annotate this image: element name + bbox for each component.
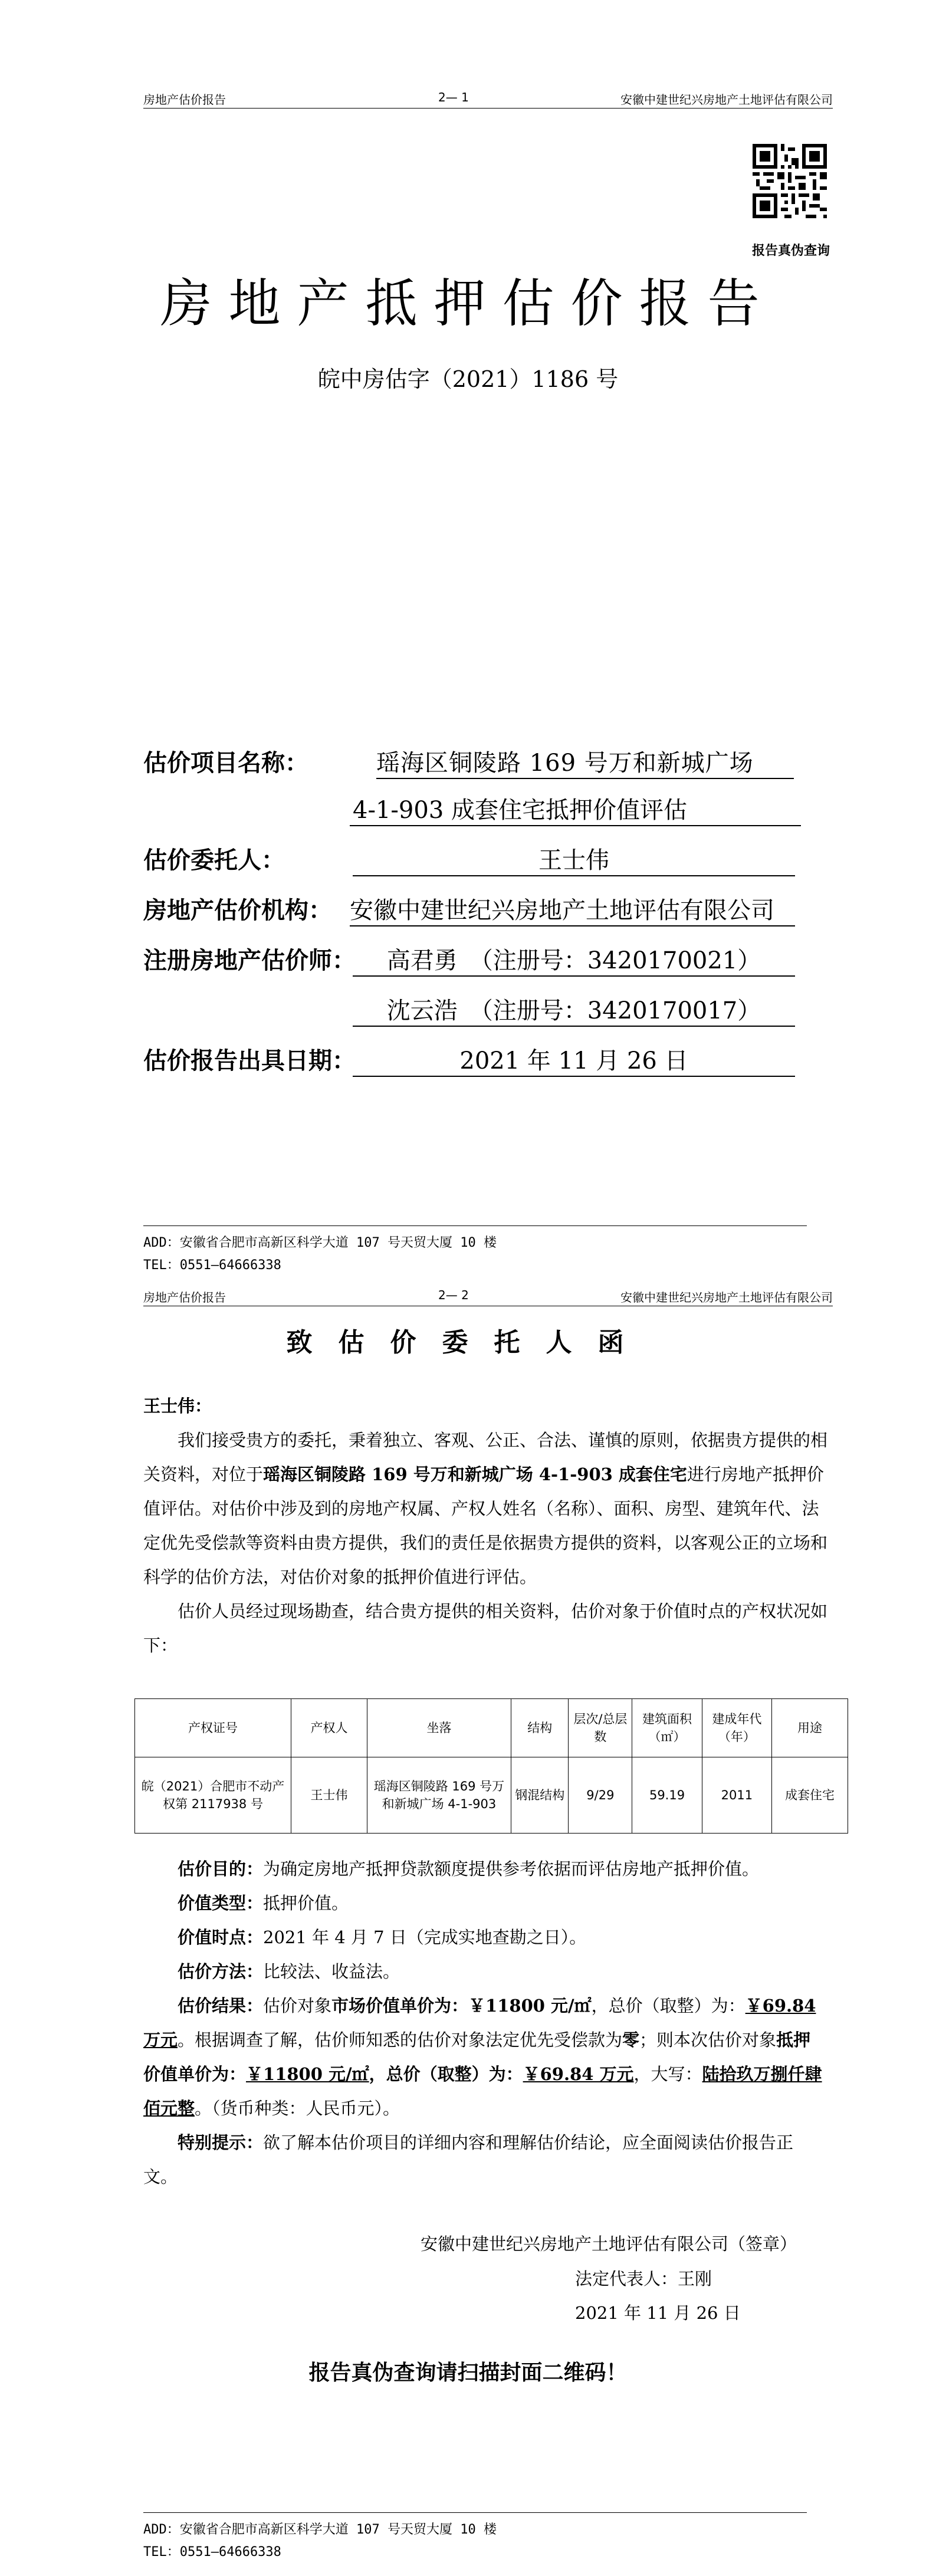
table-header-row <box>135 1699 848 1757</box>
salutation: 王士伟： <box>143 1396 212 1416</box>
table-header: 层次/总层数 <box>569 1699 632 1757</box>
table-header: 坐落 <box>367 1699 511 1757</box>
table-cell: 9/29 <box>569 1757 632 1834</box>
table-cell: 2011 <box>702 1757 771 1834</box>
signature-company: 安徽中建世纪兴房地产土地评估有限公司（签章） <box>421 2234 797 2254</box>
field-label-issue-date: 估价报告出具日期： <box>143 1047 356 1075</box>
document-number: 皖中房估字（2021）1186 号 <box>317 366 619 392</box>
result-paragraph: 估价结果：估价对象市场价值单价为：￥11800 元/㎡，总价（取整）为：￥69.84 万元。根据调查了解，估价师知悉的估价对象法定优先受偿款为零；则本次估价对象抵押价值单价为：￥11800 元/㎡，总价（取整）为：￥69.84 万元，大写：陆拾玖万捌仟肆佰元整。（货币种类：人民币元）。 <box>143 1996 822 2118</box>
field-value-agency: 安徽中建世纪兴房地产土地评估有限公司 <box>350 892 795 926</box>
table-header: 用途 <box>772 1699 848 1757</box>
table-row <box>135 1757 848 1834</box>
header-page-number: 2— 1 <box>438 90 469 104</box>
field-label-appraisers: 注册房地产估价师： <box>143 947 356 974</box>
value-date-line: 价值时点：2021 年 4 月 7 日（完成实地查勘之日）。 <box>178 1927 587 1947</box>
footer-tel: TEL：0551—64666338 <box>143 2545 281 2559</box>
table-cell: 皖（2021）合肥市不动产权第 2117938 号 <box>135 1757 291 1834</box>
paragraph-intro: 我们接受贵方的委托，秉着独立、客观、公正、合法、谨慎的原则，依据贵方提供的相关资料，对位于瑶海区铜陵路 169 号万和新城广场 4-1-903 成套住宅进行房地产抵押价值评估。对估价中涉及到的房地产权属、产权人姓名（名称）、面积、房型、建筑年代、法定优先受偿款等资料由贵方提供，我们的责任是依据贵方提供的资料，以客观公正的立场和科学的估价方法，对估价对象的抵押价值进行评估。 <box>143 1430 828 1587</box>
table-cell: 59.19 <box>632 1757 702 1834</box>
method-line: 估价方法：比较法、收益法。 <box>178 1961 400 1982</box>
paragraph-survey: 估价人员经过现场勘查，结合贵方提供的相关资料，估价对象于价值时点的产权状况如下： <box>143 1601 828 1655</box>
result-label: 估价结果： <box>178 1996 264 2016</box>
field-value-appraiser-2: 沈云浩 （注册号：3420170017） <box>353 992 795 1027</box>
field-label-project: 估价项目名称： <box>143 750 308 777</box>
field-value-issue-date: 2021 年 11 月 26 日 <box>353 1042 795 1077</box>
header-company: 安徽中建世纪兴房地产土地评估有限公司 <box>620 1290 833 1305</box>
field-value-appraiser-1: 高君勇 （注册号：3420170021） <box>353 942 795 977</box>
footer-tel: TEL：0551—64666338 <box>143 1258 281 1273</box>
value-type-line: 价值类型：抵押价值。 <box>178 1893 349 1913</box>
property-address: 瑶海区铜陵路 169 号万和新城广场 4-1-903 成套住宅 <box>263 1464 687 1484</box>
method-label: 估价方法： <box>178 1961 264 1982</box>
table-header: 建筑面积（㎡） <box>632 1699 702 1757</box>
table-cell: 成套住宅 <box>772 1757 848 1834</box>
property-table <box>134 1698 848 1834</box>
value-type-label: 价值类型： <box>178 1893 264 1913</box>
special-note: 特别提示：欲了解本估价项目的详细内容和理解估价结论，应全面阅读估价报告正文。 <box>143 2133 794 2187</box>
page-footer <box>143 2512 807 2564</box>
qr-caption: 报告真伪查询 <box>751 244 830 258</box>
letter-body <box>143 1389 827 1662</box>
purpose-label: 估价目的： <box>178 1859 264 1879</box>
table-header: 建成年代（年） <box>702 1699 771 1757</box>
header-left: 房地产估价报告 <box>143 1290 226 1305</box>
purpose-line: 估价目的：为确定房地产抵押贷款额度提供参考依据而评估房地产抵押价值。 <box>178 1859 760 1879</box>
table-cell: 瑶海区铜陵路 169 号万和新城广场 4-1-903 <box>367 1757 511 1834</box>
table-header: 产权人 <box>291 1699 367 1757</box>
field-label-agency: 房地产估价机构： <box>143 897 332 924</box>
footer-address: ADD：安徽省合肥市高新区科学大道 107 号天贸大厦 10 楼 <box>143 1236 497 1250</box>
table-cell: 钢混结构 <box>511 1757 569 1834</box>
field-label-client: 估价委托人： <box>143 847 285 874</box>
table-header: 产权证号 <box>135 1699 291 1757</box>
field-value-client: 王士伟 <box>353 842 795 876</box>
special-note-label: 特别提示： <box>178 2133 264 2153</box>
page-header <box>143 1288 833 1306</box>
footer-address: ADD：安徽省合肥市高新区科学大道 107 号天贸大厦 10 楼 <box>143 2522 497 2537</box>
report-title: 房地产抵押估价报告 <box>160 273 776 334</box>
header-page-number: 2— 2 <box>438 1288 469 1302</box>
qr-code-icon <box>753 144 827 218</box>
page-header <box>143 90 833 109</box>
table-header: 结构 <box>511 1699 569 1757</box>
header-left: 房地产估价报告 <box>143 93 226 107</box>
verification-notice: 报告真伪查询请扫描封面二维码！ <box>308 2361 628 2385</box>
letter-title: 致估价委托人函 <box>286 1328 650 1358</box>
field-value-project-line2: 4-1-903 成套住宅抵押价值评估 <box>350 791 801 826</box>
letter-conclusions <box>143 1852 827 2194</box>
header-company: 安徽中建世纪兴房地产土地评估有限公司 <box>620 93 833 107</box>
signature-representative: 法定代表人：王刚 <box>575 2269 712 2289</box>
page-footer <box>143 1225 807 1277</box>
field-value-project-line1: 瑶海区铜陵路 169 号万和新城广场 <box>376 744 794 779</box>
table-cell: 王士伟 <box>291 1757 367 1834</box>
value-date-label: 价值时点： <box>178 1927 264 1947</box>
signature-date: 2021 年 11 月 26 日 <box>575 2303 741 2323</box>
